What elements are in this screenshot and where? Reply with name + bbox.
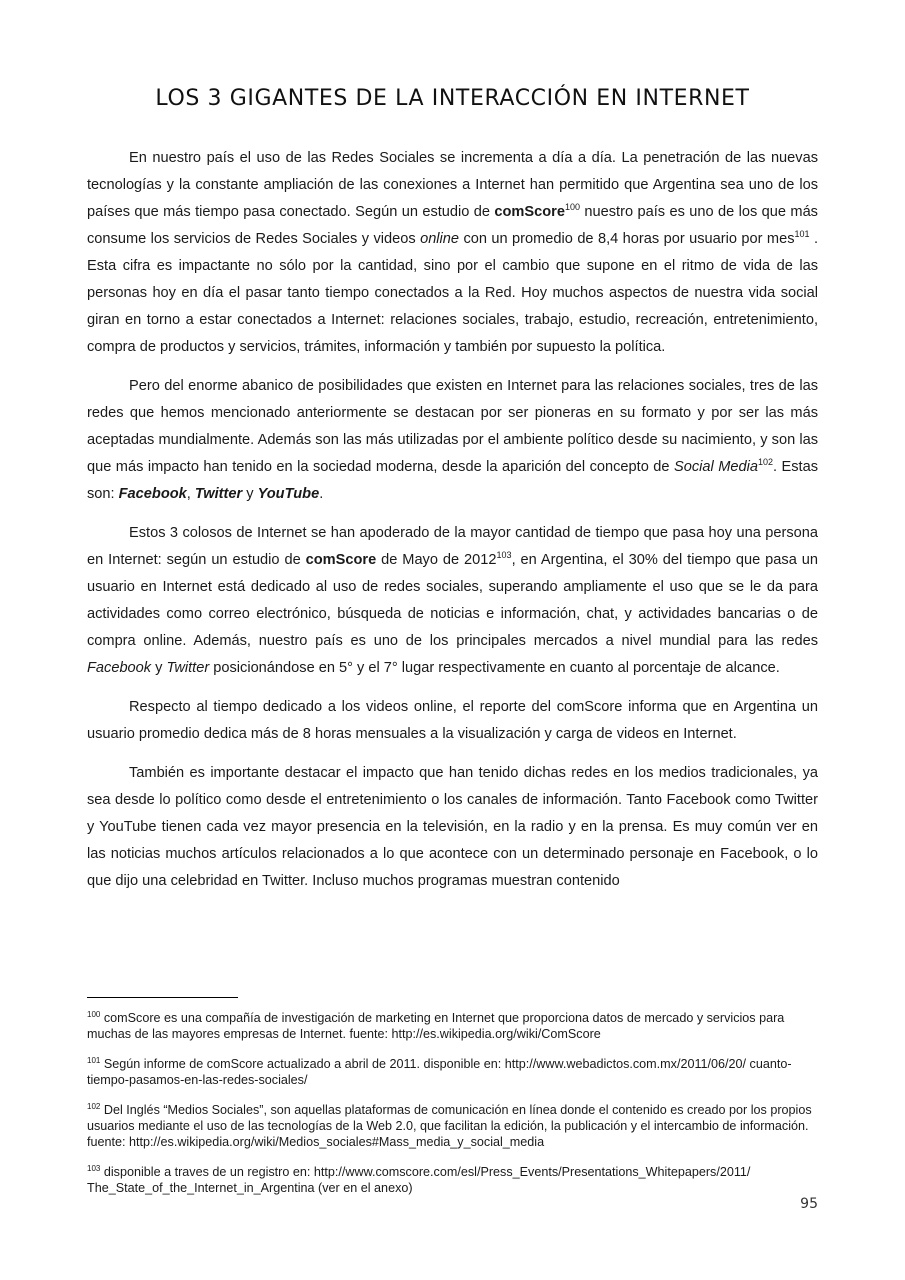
text-segment: YouTube	[257, 486, 320, 502]
text-segment: Social Media	[673, 459, 758, 475]
footnote-reference: 103	[496, 550, 512, 560]
text-segment: y	[151, 660, 167, 676]
text-segment: Estos 3 colosos de Internet se han apoderado de la mayor cantidad de tiempo que pasa hoy una persona en Internet: según un estudio de	[87, 525, 818, 568]
text-segment: comScore	[494, 204, 565, 220]
footnote-text: comScore es una compañía de investigación de marketing en Internet que proporciona datos de mercado y servicios para muchas de las mayores empresas de Internet. fuente: http://es.wikipedia.org/wiki/ComScore	[87, 1011, 785, 1041]
footnote-reference: 101	[794, 229, 810, 239]
paragraph	[87, 520, 818, 682]
footnote-number: 103	[87, 1164, 101, 1173]
footnote	[87, 1010, 822, 1042]
body-text	[87, 145, 818, 907]
text-segment: Twitter	[166, 660, 210, 676]
text-segment: .	[319, 486, 324, 502]
footnote-number: 101	[87, 1056, 101, 1065]
footnote-reference: 100	[564, 202, 581, 212]
footnotes	[87, 1010, 822, 1210]
text-segment: Facebook	[87, 660, 152, 676]
paragraph	[87, 145, 818, 361]
text-segment: comScore	[305, 552, 377, 568]
footnote-number: 102	[87, 1102, 101, 1111]
footnote-text: Según informe de comScore actualizado a abril de 2011. disponible en: http://www.webadictos.com.mx/2011/06/20/ cuanto-tiempo-pasamos-en-las-redes-sociales/	[87, 1057, 792, 1087]
text-segment: de Mayo de 2012	[376, 552, 497, 568]
footnote	[87, 1056, 822, 1088]
text-segment: Facebook	[118, 486, 187, 502]
text-segment: . Estas son:	[87, 459, 818, 502]
text-segment: con un promedio de 8,4 horas por usuario por mes	[459, 231, 795, 247]
text-segment: posicionándose en 5° y el 7° lugar respectivamente en cuanto al porcentaje de alcance.	[209, 660, 780, 676]
text-segment: y	[242, 486, 258, 502]
text-segment: En nuestro país el uso de las Redes Sociales se incrementa a día a día. La penetración de las nuevas tecnologías y la constante ampliación de las conexiones a Internet han permitido que Argentina sea uno de los países que más tiempo pasa conectado. Según un estudio de	[87, 150, 818, 220]
text-segment: Pero del enorme abanico de posibilidades que existen en Internet para las relaciones sociales, tres de las redes que hemos mencionado anteriormente se destacan por ser pioneras en su formato y por ser las más aceptadas mundialmente. Además son las más utilizadas por el ambiente político desde su nacimiento, y son las que más impacto han tenido en la sociedad moderna, desde la aparición del concepto de	[87, 378, 818, 475]
footnote	[87, 1102, 822, 1150]
paragraph	[87, 760, 818, 895]
text-segment: También es importante destacar el impacto que han tenido dichas redes en los medios tradicionales, ya sea desde lo político como desde el entretenimiento o los canales de información. Tanto Facebook como Twitter y YouTube tienen cada vez mayor presencia en la televisión, en la radio y en la prensa. Es muy común ver en las noticias muchos artículos relacionados a lo que acontece con un determinado personaje en Facebook, o lo que dijo una celebridad en Twitter. Incluso muchos programas muestran contenido	[87, 765, 818, 889]
footnote-text: Del Inglés “Medios Sociales”, son aquellas plataformas de comunicación en línea donde el contenido es creado por los propios usuarios mediante el uso de las tecnologías de la Web 2.0, que facilitan la edición, la publicación y el intercambio de información. fuente: http://es.wikipedia.org/wiki/Medios_sociales#Mass_media_y_social_media	[87, 1103, 812, 1149]
text-segment: ,	[186, 486, 195, 502]
paragraph	[87, 694, 818, 748]
text-segment: Twitter	[194, 486, 243, 502]
footnote-number: 100	[87, 1010, 101, 1019]
paragraph	[87, 373, 818, 508]
text-segment: online	[420, 231, 460, 247]
text-segment: Respecto al tiempo dedicado a los videos online, el reporte del comScore informa que en Argentina un usuario promedio dedica más de 8 horas mensuales a la visualización y carga de videos en Internet.	[87, 699, 818, 742]
footnote	[87, 1164, 822, 1196]
footnote-text: disponible a traves de un registro en: http://www.comscore.com/esl/Press_Events/Presentations_Whitepapers/2011/ The_State_of_the_Internet_in_Argentina (ver en el anexo)	[87, 1165, 751, 1195]
text-segment: , en Argentina, el 30% del tiempo que pasa un usuario en Internet está dedicado al uso de redes sociales, superando ampliamente el uso que se le da para actividades como correo electrónico, búsqueda de noticias e información, chat, y actividades bancarias o de compra online. Además, nuestro país es uno de los principales mercados a nivel mundial para las redes	[87, 552, 818, 649]
footnote-reference: 102	[757, 457, 773, 467]
page-title: LOS 3 GIGANTES DE LA INTERACCIÓN EN INTERNET	[155, 86, 750, 111]
text-segment: nuestro país es uno de los que más consume los servicios de Redes Sociales y videos	[87, 204, 818, 247]
page-number: 95	[800, 1196, 818, 1212]
footnote-separator	[87, 997, 238, 998]
text-segment: . Esta cifra es impactante no sólo por la cantidad, sino por el cambio que supone en el ritmo de vida de las personas hoy en día el pasar tanto tiempo conectados a la Red. Hoy muchos aspectos de nuestra vida social giran en torno a estar conectados a Internet: relaciones sociales, trabajo, estudio, recreación, entretenimiento, compra de productos y servicios, trámites, información y también por supuesto la política.	[87, 231, 819, 355]
